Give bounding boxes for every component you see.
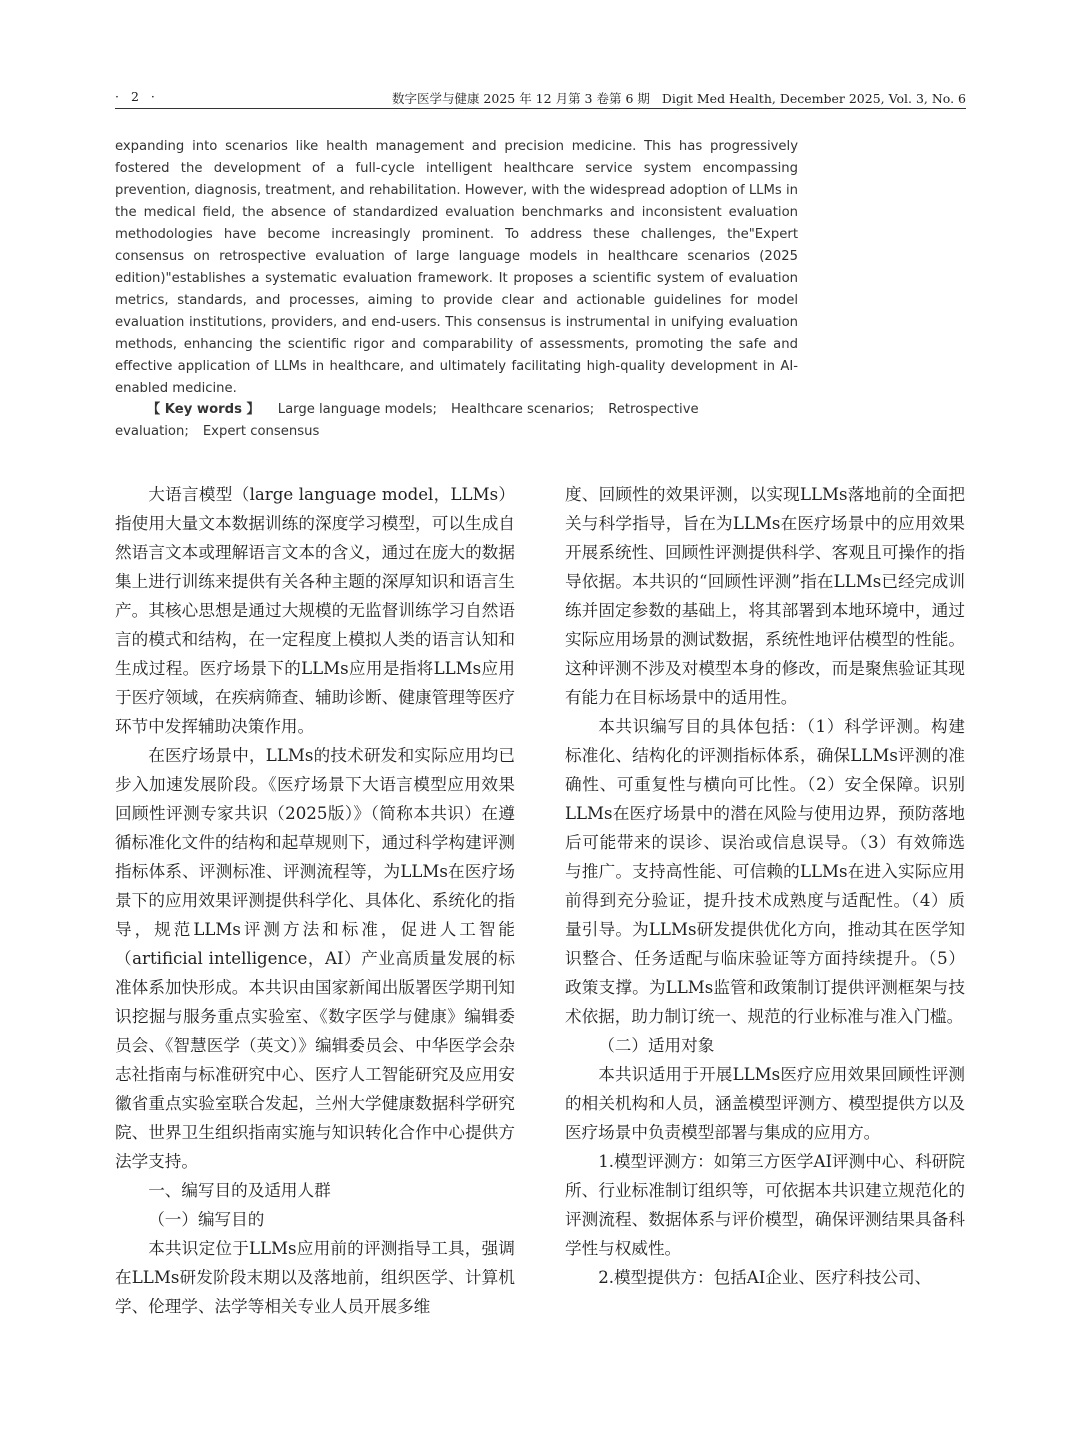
keyword-item: Expert consensus [202, 424, 320, 439]
paragraph-purpose: 本共识定位于LLMs应用前的评测指导工具，强调在LLMs研发阶段末期以及落地前，组织医学、计算机学、伦理学、法学等相关专业人员开展多维 [115, 1239, 515, 1316]
body-column-left [115, 480, 515, 1321]
keyword-item: Retrospective evaluation; [115, 402, 699, 439]
subsection-heading-1: （一）编写目的 [148, 1210, 265, 1229]
subsection-heading-2: （二）适用对象 [598, 1036, 715, 1055]
running-header [115, 86, 966, 109]
journal-citation-en: Digit Med Health, December 2025, Vol. 3, No. 6 [661, 91, 966, 106]
paragraph-intro: 大语言模型（large language model，LLMs）指使用大量文本数据训练的深度学习模型，可以生成自然语言文本或理解语言文本的含义，通过在庞大的数据集上进行训练来提供有关各种主题的深厚知识和语言生产。其核心思想是通过大规模的无监督训练学习自然语言的模式和结构，在一定程度上模拟人类的语言认知和生成过程。医疗场景下的LLMs应用是指将LLMs应用于医疗领域，在疾病筛查、辅助诊断、健康管理等医疗环节中发挥辅助决策作用。 [115, 485, 515, 736]
keywords-block [115, 399, 798, 443]
keyword-item: Healthcare scenarios; [450, 402, 595, 417]
paragraph-providers: 2.模型提供方：包括AI企业、医疗科技公司、 [598, 1268, 932, 1287]
body-column-right [565, 480, 965, 1292]
paragraph-scope: 本共识适用于开展LLMs医疗应用效果回顾性评测的相关机构和人员，涵盖模型评测方、模型提供方以及医疗场景中负责模型部署与集成的应用方。 [565, 1065, 965, 1142]
paragraph-purpose-continued: 度、回顾性的效果评测，以实现LLMs落地前的全面把关与科学指导，旨在为LLMs在医疗场景中的应用效果开展系统性、回顾性评测提供科学、客观且可操作的指导依据。本共识的“回顾性评测”指在LLMs已经完成训练并固定参数的基础上，将其部署到本地环境中，通过实际应用场景的测试数据，系统性地评估模型的性能。这种评测不涉及对模型本身的修改，而是聚焦验证其现有能力在目标场景中的适用性。 [565, 485, 965, 707]
paragraph-evaluators: 1.模型评测方：如第三方医学AI评测中心、科研院所、行业标准制订组织等，可依据本共识建立规范化的评测流程、数据体系与评价模型，确保评测结果具备科学性与权威性。 [565, 1152, 965, 1258]
english-abstract [115, 136, 798, 400]
section-heading-1: 一、编写目的及适用人群 [148, 1181, 331, 1200]
keywords-label: 【 Key words 】 [147, 402, 260, 417]
paragraph-background: 在医疗场景中，LLMs的技术研发和实际应用均已步入加速发展阶段。《医疗场景下大语言模型应用效果回顾性评测专家共识（2025版）》（简称本共识）在遵循标准化文件的结构和起草规则下，通过科学构建评测指标体系、评测标准、评测流程等，为LLMs在医疗场景下的应用效果评测提供科学化、具体化、系统化的指导，规范LLMs评测方法和标准，促进人工智能（artificial intelligence，AI）产业高质量发展的标准体系加快形成。本共识由国家新闻出版署医学期刊知识挖掘与服务重点实验室、《数字医学与健康》编辑委员会、《智慧医学（英文）》编辑委员会、中华医学会杂志社指南与标准研究中心、医疗人工智能研究及应用安徽省重点实验室联合发起，兰州大学健康数据科学研究院、世界卫生组织指南实施与知识转化合作中心提供方法学支持。 [115, 746, 515, 1171]
paragraph-objectives: 本共识编写目的具体包括：（1）科学评测。构建标准化、结构化的评测指标体系，确保LLMs评测的准确性、可重复性与横向可比性。（2）安全保障。识别LLMs在医疗场景中的潜在风险与使用边界，预防落地后可能带来的误诊、误治或信息误导。（3）有效筛选与推广。支持高性能、可信赖的LLMs在进入实际应用前得到充分验证，提升技术成熟度与适配性。（4）质量引导。为LLMs研发提供优化方向，推动其在医学知识整合、任务适配与临床验证等方面持续提升。（5）政策支撑。为LLMs监管和政策制订提供评测框架与技术依据，助力制订统一、规范的行业标准与准入门槛。 [565, 717, 965, 1026]
page-number: · 2 · [115, 89, 159, 104]
abstract-text: expanding into scenarios like health management and precision medicine. This has progressively fostered the development of a full-cycle intelligent healthcare service system encompassing prevention, diagnosis, treatment, and rehabilitation. However, with the widespread adoption of LLMs in the medical field, the absence of standardized evaluation benchmarks and inconsistent evaluation methodologies have become increasingly prominent. To address these challenges, the"Expert consensus on retrospective evaluation of large language models in healthcare scenarios (2025 edition)"establishes a systematic evaluation framework. It proposes a scientific system of evaluation metrics, standards, and processes, aiming to provide clear and actionable guidelines for model evaluation institutions, providers, and end-users. This consensus is instrumental in unifying evaluation methods, enhancing the scientific rigor and comparability of assessments, promoting the safe and effective application of LLMs in healthcare, and ultimately facilitating high-quality development in AI-enabled medicine. [115, 139, 798, 396]
keyword-item: Large language models; [277, 402, 437, 417]
journal-citation [392, 89, 966, 107]
journal-citation-cn: 数字医学与健康 2025 年 12 月第 3 卷第 6 期 [391, 91, 650, 106]
